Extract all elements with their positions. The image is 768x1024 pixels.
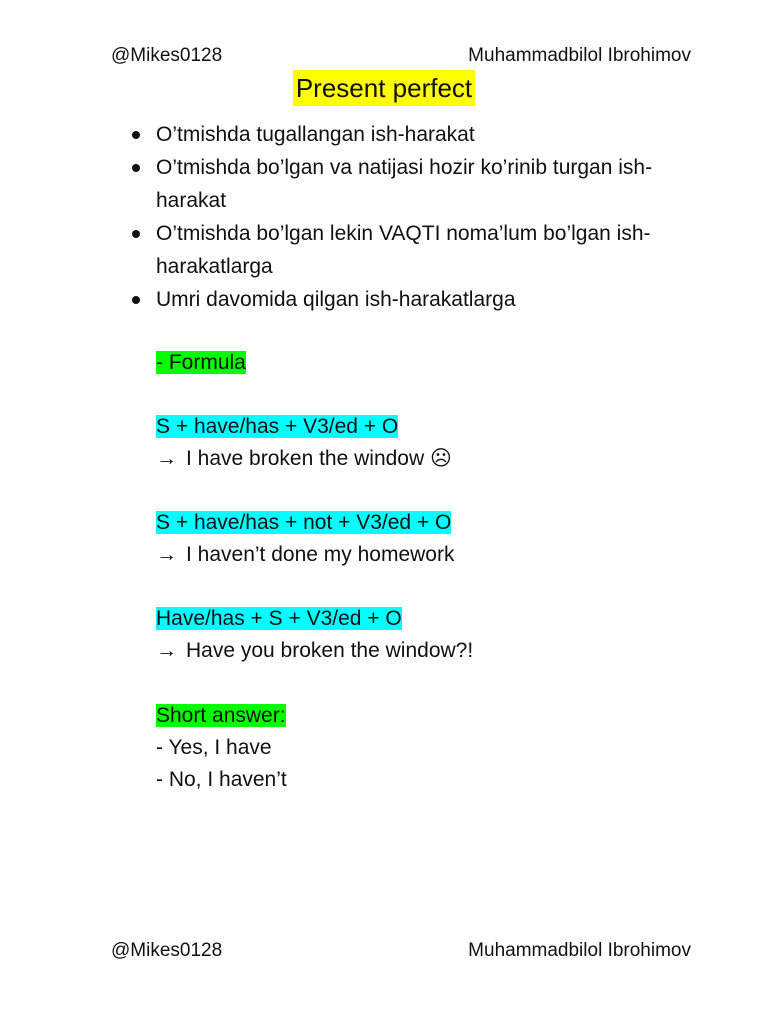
header-username: @Mikes0128 xyxy=(111,45,223,66)
list-item-text: O’tmishda tugallangan ish-harakat xyxy=(156,123,475,146)
short-answer-heading: Short answer: xyxy=(156,704,286,727)
example-question: Have you broken the window?! xyxy=(186,639,474,662)
formula-negative: S + have/has + not + V3/ed + O xyxy=(156,511,452,534)
formula-block-negative xyxy=(156,507,454,571)
formula-affirmative: S + have/has + V3/ed + O xyxy=(156,415,399,438)
bullet-icon xyxy=(132,296,140,304)
formula-heading-block xyxy=(156,347,246,379)
list-item xyxy=(120,118,720,151)
page-header xyxy=(111,44,691,68)
list-item-text: O’tmishda bo’lgan va natijasi hozir ko’rinib turgan ish-harakat xyxy=(156,156,653,212)
arrow-right-icon: → xyxy=(156,543,177,566)
formula-block-affirmative xyxy=(156,411,452,475)
list-item xyxy=(120,283,720,316)
list-item-text: Umri davomida qilgan ish-harakatlarga xyxy=(156,288,516,311)
header-author: Muhammadbilol Ibrohimov xyxy=(468,45,691,66)
short-answer-yes: - Yes, I have xyxy=(156,736,272,759)
bullet-icon xyxy=(132,164,140,172)
list-item xyxy=(120,217,720,283)
formula-block-question xyxy=(156,603,473,667)
bullet-icon xyxy=(132,230,140,238)
short-answer-no: - No, I haven’t xyxy=(156,768,287,791)
page-footer xyxy=(111,939,691,963)
formula-heading: - Formula xyxy=(156,351,246,374)
title-container xyxy=(0,70,768,106)
footer-username: @Mikes0128 xyxy=(111,940,223,961)
footer-author: Muhammadbilol Ibrohimov xyxy=(468,940,691,961)
bullet-icon xyxy=(132,131,140,139)
arrow-right-icon: → xyxy=(156,639,177,662)
formula-question: Have/has + S + V3/ed + O xyxy=(156,607,402,630)
arrow-right-icon: → xyxy=(156,447,177,470)
example-affirmative: I have broken the window ☹ xyxy=(186,447,452,470)
example-negative: I haven’t done my homework xyxy=(186,543,455,566)
short-answer-block xyxy=(156,700,287,796)
definition-list xyxy=(120,118,720,316)
page-title: Present perfect xyxy=(293,70,475,106)
list-item-text: O’tmishda bo’lgan lekin VAQTI noma’lum bo’lgan ish-harakatlarga xyxy=(156,222,651,278)
list-item xyxy=(120,151,720,217)
